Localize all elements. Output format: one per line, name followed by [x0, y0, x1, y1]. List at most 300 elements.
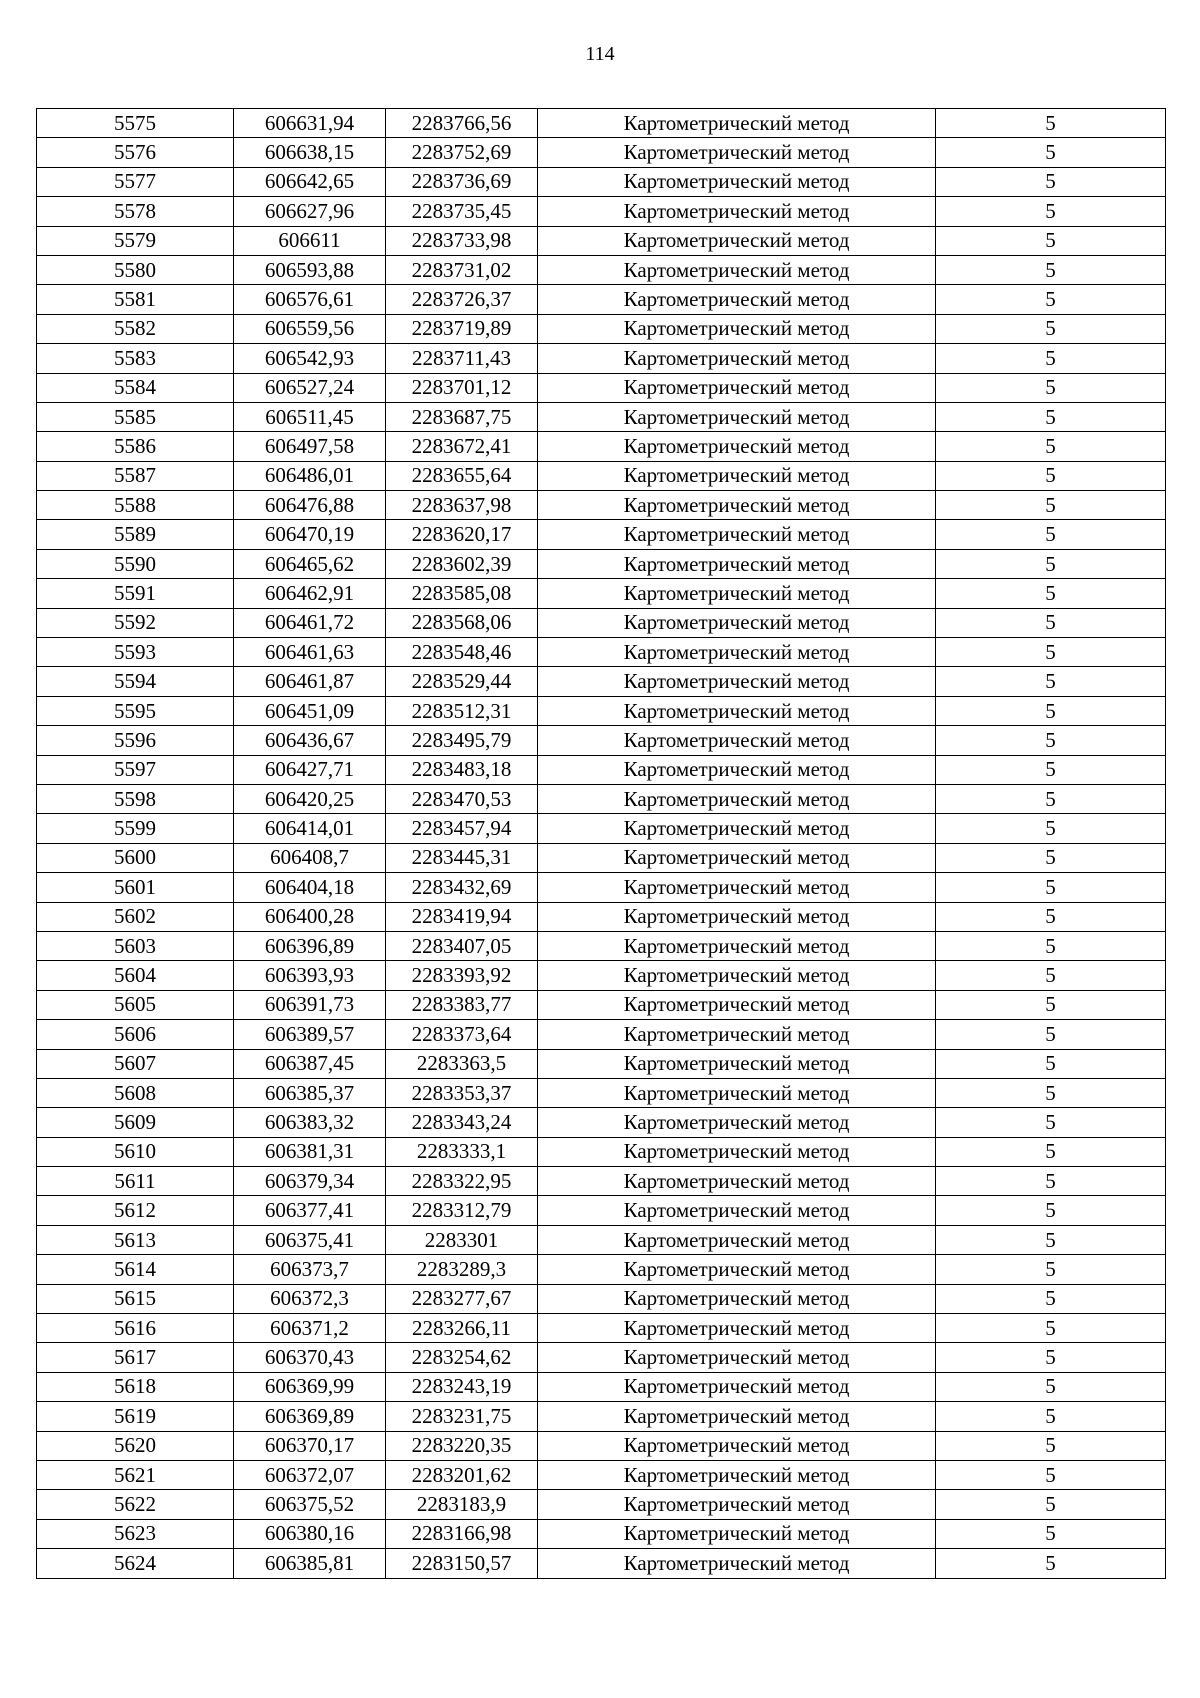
point-number-cell: 5580: [37, 255, 234, 284]
x-coordinate-cell: 606420,25: [234, 784, 386, 813]
accuracy-cell: 5: [936, 1020, 1166, 1049]
table-row: [37, 784, 1166, 813]
accuracy-cell: 5: [936, 1225, 1166, 1254]
x-coordinate-cell: 606497,58: [234, 432, 386, 461]
point-number-cell: 5577: [37, 167, 234, 196]
table-row: [37, 226, 1166, 255]
accuracy-cell: 5: [936, 1255, 1166, 1284]
point-number-cell: 5584: [37, 373, 234, 402]
accuracy-cell: 5: [936, 1431, 1166, 1460]
table-row: [37, 197, 1166, 226]
method-cell: Картометрический метод: [538, 1431, 936, 1460]
accuracy-cell: 5: [936, 784, 1166, 813]
y-coordinate-cell: 2283483,18: [386, 755, 538, 784]
x-coordinate-cell: 606391,73: [234, 990, 386, 1019]
table-row: [37, 1284, 1166, 1313]
point-number-cell: 5609: [37, 1108, 234, 1137]
y-coordinate-cell: 2283585,08: [386, 579, 538, 608]
table-row: [37, 873, 1166, 902]
point-number-cell: 5593: [37, 638, 234, 667]
accuracy-cell: 5: [936, 1049, 1166, 1078]
accuracy-cell: 5: [936, 461, 1166, 490]
method-cell: Картометрический метод: [538, 314, 936, 343]
x-coordinate-cell: 606638,15: [234, 138, 386, 167]
y-coordinate-cell: 2283254,62: [386, 1343, 538, 1372]
accuracy-cell: 5: [936, 314, 1166, 343]
accuracy-cell: 5: [936, 255, 1166, 284]
method-cell: Картометрический метод: [538, 961, 936, 990]
table-row: [37, 1402, 1166, 1431]
x-coordinate-cell: 606414,01: [234, 814, 386, 843]
accuracy-cell: 5: [936, 285, 1166, 314]
x-coordinate-cell: 606377,41: [234, 1196, 386, 1225]
y-coordinate-cell: 2283733,98: [386, 226, 538, 255]
method-cell: Картометрический метод: [538, 696, 936, 725]
table-row: [37, 549, 1166, 578]
accuracy-cell: 5: [936, 579, 1166, 608]
table-row: [37, 344, 1166, 373]
point-number-cell: 5602: [37, 902, 234, 931]
x-coordinate-cell: 606465,62: [234, 549, 386, 578]
accuracy-cell: 5: [936, 109, 1166, 138]
x-coordinate-cell: 606385,81: [234, 1549, 386, 1578]
point-number-cell: 5618: [37, 1372, 234, 1401]
point-number-cell: 5596: [37, 726, 234, 755]
y-coordinate-cell: 2283353,37: [386, 1078, 538, 1107]
x-coordinate-cell: 606627,96: [234, 197, 386, 226]
point-number-cell: 5624: [37, 1549, 234, 1578]
x-coordinate-cell: 606527,24: [234, 373, 386, 402]
accuracy-cell: 5: [936, 608, 1166, 637]
x-coordinate-cell: 606400,28: [234, 902, 386, 931]
method-cell: Картометрический метод: [538, 990, 936, 1019]
x-coordinate-cell: 606576,61: [234, 285, 386, 314]
accuracy-cell: 5: [936, 138, 1166, 167]
x-coordinate-cell: 606393,93: [234, 961, 386, 990]
y-coordinate-cell: 2283736,69: [386, 167, 538, 196]
table-row: [37, 285, 1166, 314]
y-coordinate-cell: 2283243,19: [386, 1372, 538, 1401]
accuracy-cell: 5: [936, 1167, 1166, 1196]
y-coordinate-cell: 2283620,17: [386, 520, 538, 549]
x-coordinate-cell: 606369,99: [234, 1372, 386, 1401]
accuracy-cell: 5: [936, 1490, 1166, 1519]
accuracy-cell: 5: [936, 902, 1166, 931]
table-row: [37, 1549, 1166, 1578]
accuracy-cell: 5: [936, 814, 1166, 843]
point-number-cell: 5613: [37, 1225, 234, 1254]
point-number-cell: 5588: [37, 491, 234, 520]
point-number-cell: 5578: [37, 197, 234, 226]
method-cell: Картометрический метод: [538, 784, 936, 813]
point-number-cell: 5594: [37, 667, 234, 696]
x-coordinate-cell: 606380,16: [234, 1519, 386, 1548]
table-row: [37, 696, 1166, 725]
x-coordinate-cell: 606372,3: [234, 1284, 386, 1313]
table-row: [37, 520, 1166, 549]
table-row: [37, 608, 1166, 637]
method-cell: Картометрический метод: [538, 1314, 936, 1343]
y-coordinate-cell: 2283766,56: [386, 109, 538, 138]
point-number-cell: 5589: [37, 520, 234, 549]
table-row: [37, 814, 1166, 843]
method-cell: Картометрический метод: [538, 1402, 936, 1431]
y-coordinate-cell: 2283672,41: [386, 432, 538, 461]
y-coordinate-cell: 2283445,31: [386, 843, 538, 872]
accuracy-cell: 5: [936, 1519, 1166, 1548]
y-coordinate-cell: 2283183,9: [386, 1490, 538, 1519]
x-coordinate-cell: 606385,37: [234, 1078, 386, 1107]
x-coordinate-cell: 606470,19: [234, 520, 386, 549]
accuracy-cell: 5: [936, 1343, 1166, 1372]
accuracy-cell: 5: [936, 961, 1166, 990]
point-number-cell: 5601: [37, 873, 234, 902]
accuracy-cell: 5: [936, 344, 1166, 373]
y-coordinate-cell: 2283568,06: [386, 608, 538, 637]
accuracy-cell: 5: [936, 1137, 1166, 1166]
method-cell: Картометрический метод: [538, 726, 936, 755]
y-coordinate-cell: 2283407,05: [386, 931, 538, 960]
x-coordinate-cell: 606461,87: [234, 667, 386, 696]
table-row: [37, 1078, 1166, 1107]
method-cell: Картометрический метод: [538, 873, 936, 902]
x-coordinate-cell: 606389,57: [234, 1020, 386, 1049]
point-number-cell: 5614: [37, 1255, 234, 1284]
method-cell: Картометрический метод: [538, 638, 936, 667]
method-cell: Картометрический метод: [538, 1137, 936, 1166]
y-coordinate-cell: 2283602,39: [386, 549, 538, 578]
x-coordinate-cell: 606369,89: [234, 1402, 386, 1431]
point-number-cell: 5623: [37, 1519, 234, 1548]
method-cell: Картометрический метод: [538, 1372, 936, 1401]
point-number-cell: 5598: [37, 784, 234, 813]
x-coordinate-cell: 606631,94: [234, 109, 386, 138]
y-coordinate-cell: 2283383,77: [386, 990, 538, 1019]
table-row: [37, 726, 1166, 755]
method-cell: Картометрический метод: [538, 285, 936, 314]
accuracy-cell: 5: [936, 726, 1166, 755]
accuracy-cell: 5: [936, 520, 1166, 549]
method-cell: Картометрический метод: [538, 255, 936, 284]
y-coordinate-cell: 2283731,02: [386, 255, 538, 284]
point-number-cell: 5575: [37, 109, 234, 138]
method-cell: Картометрический метод: [538, 1078, 936, 1107]
accuracy-cell: 5: [936, 432, 1166, 461]
point-number-cell: 5587: [37, 461, 234, 490]
y-coordinate-cell: 2283231,75: [386, 1402, 538, 1431]
y-coordinate-cell: 2283637,98: [386, 491, 538, 520]
y-coordinate-cell: 2283495,79: [386, 726, 538, 755]
x-coordinate-cell: 606387,45: [234, 1049, 386, 1078]
accuracy-cell: 5: [936, 167, 1166, 196]
table-row: [37, 667, 1166, 696]
x-coordinate-cell: 606486,01: [234, 461, 386, 490]
point-number-cell: 5606: [37, 1020, 234, 1049]
method-cell: Картометрический метод: [538, 1225, 936, 1254]
y-coordinate-cell: 2283150,57: [386, 1549, 538, 1578]
table-row: [37, 961, 1166, 990]
method-cell: Картометрический метод: [538, 1020, 936, 1049]
y-coordinate-cell: 2283711,43: [386, 344, 538, 373]
x-coordinate-cell: 606375,52: [234, 1490, 386, 1519]
method-cell: Картометрический метод: [538, 1196, 936, 1225]
point-number-cell: 5608: [37, 1078, 234, 1107]
table-row: [37, 579, 1166, 608]
method-cell: Картометрический метод: [538, 1460, 936, 1489]
x-coordinate-cell: 606370,17: [234, 1431, 386, 1460]
point-number-cell: 5590: [37, 549, 234, 578]
x-coordinate-cell: 606542,93: [234, 344, 386, 373]
y-coordinate-cell: 2283289,3: [386, 1255, 538, 1284]
accuracy-cell: 5: [936, 549, 1166, 578]
y-coordinate-cell: 2283457,94: [386, 814, 538, 843]
accuracy-cell: 5: [936, 491, 1166, 520]
point-number-cell: 5595: [37, 696, 234, 725]
y-coordinate-cell: 2283419,94: [386, 902, 538, 931]
method-cell: Картометрический метод: [538, 491, 936, 520]
point-number-cell: 5579: [37, 226, 234, 255]
x-coordinate-cell: 606381,31: [234, 1137, 386, 1166]
y-coordinate-cell: 2283548,46: [386, 638, 538, 667]
y-coordinate-cell: 2283432,69: [386, 873, 538, 902]
table-row: [37, 990, 1166, 1019]
accuracy-cell: 5: [936, 873, 1166, 902]
method-cell: Картометрический метод: [538, 138, 936, 167]
table-row: [37, 1225, 1166, 1254]
y-coordinate-cell: 2283512,31: [386, 696, 538, 725]
method-cell: Картометрический метод: [538, 1167, 936, 1196]
method-cell: Картометрический метод: [538, 432, 936, 461]
accuracy-cell: 5: [936, 1196, 1166, 1225]
x-coordinate-cell: 606427,71: [234, 755, 386, 784]
accuracy-cell: 5: [936, 226, 1166, 255]
method-cell: Картометрический метод: [538, 167, 936, 196]
y-coordinate-cell: 2283752,69: [386, 138, 538, 167]
y-coordinate-cell: 2283655,64: [386, 461, 538, 490]
table-row: [37, 1490, 1166, 1519]
accuracy-cell: 5: [936, 638, 1166, 667]
y-coordinate-cell: 2283529,44: [386, 667, 538, 696]
table-row: [37, 755, 1166, 784]
point-number-cell: 5600: [37, 843, 234, 872]
table-row: [37, 138, 1166, 167]
y-coordinate-cell: 2283701,12: [386, 373, 538, 402]
accuracy-cell: 5: [936, 402, 1166, 431]
x-coordinate-cell: 606396,89: [234, 931, 386, 960]
point-number-cell: 5622: [37, 1490, 234, 1519]
table-row: [37, 1020, 1166, 1049]
method-cell: Картометрический метод: [538, 109, 936, 138]
table-row: [37, 109, 1166, 138]
point-number-cell: 5604: [37, 961, 234, 990]
accuracy-cell: 5: [936, 1108, 1166, 1137]
method-cell: Картометрический метод: [538, 902, 936, 931]
x-coordinate-cell: 606371,2: [234, 1314, 386, 1343]
accuracy-cell: 5: [936, 1402, 1166, 1431]
method-cell: Картометрический метод: [538, 814, 936, 843]
method-cell: Картометрический метод: [538, 520, 936, 549]
point-number-cell: 5612: [37, 1196, 234, 1225]
y-coordinate-cell: 2283201,62: [386, 1460, 538, 1489]
x-coordinate-cell: 606404,18: [234, 873, 386, 902]
accuracy-cell: 5: [936, 696, 1166, 725]
y-coordinate-cell: 2283301: [386, 1225, 538, 1254]
point-number-cell: 5583: [37, 344, 234, 373]
accuracy-cell: 5: [936, 1460, 1166, 1489]
point-number-cell: 5621: [37, 1460, 234, 1489]
method-cell: Картометрический метод: [538, 1049, 936, 1078]
y-coordinate-cell: 2283373,64: [386, 1020, 538, 1049]
method-cell: Картометрический метод: [538, 461, 936, 490]
table-row: [37, 931, 1166, 960]
point-number-cell: 5611: [37, 1167, 234, 1196]
accuracy-cell: 5: [936, 373, 1166, 402]
point-number-cell: 5603: [37, 931, 234, 960]
point-number-cell: 5616: [37, 1314, 234, 1343]
x-coordinate-cell: 606375,41: [234, 1225, 386, 1254]
y-coordinate-cell: 2283726,37: [386, 285, 538, 314]
x-coordinate-cell: 606451,09: [234, 696, 386, 725]
y-coordinate-cell: 2283393,92: [386, 961, 538, 990]
point-number-cell: 5615: [37, 1284, 234, 1313]
accuracy-cell: 5: [936, 931, 1166, 960]
method-cell: Картометрический метод: [538, 197, 936, 226]
table-row: [37, 1167, 1166, 1196]
method-cell: Картометрический метод: [538, 1490, 936, 1519]
point-number-cell: 5605: [37, 990, 234, 1019]
method-cell: Картометрический метод: [538, 402, 936, 431]
x-coordinate-cell: 606408,7: [234, 843, 386, 872]
accuracy-cell: 5: [936, 1078, 1166, 1107]
page-number: 114: [585, 43, 615, 65]
method-cell: Картометрический метод: [538, 755, 936, 784]
table-row: [37, 638, 1166, 667]
table-row: [37, 314, 1166, 343]
method-cell: Картометрический метод: [538, 1519, 936, 1548]
x-coordinate-cell: 606593,88: [234, 255, 386, 284]
y-coordinate-cell: 2283266,11: [386, 1314, 538, 1343]
point-number-cell: 5599: [37, 814, 234, 843]
point-number-cell: 5617: [37, 1343, 234, 1372]
accuracy-cell: 5: [936, 990, 1166, 1019]
accuracy-cell: 5: [936, 1549, 1166, 1578]
point-number-cell: 5581: [37, 285, 234, 314]
point-number-cell: 5576: [37, 138, 234, 167]
table-row: [37, 255, 1166, 284]
y-coordinate-cell: 2283312,79: [386, 1196, 538, 1225]
y-coordinate-cell: 2283166,98: [386, 1519, 538, 1548]
point-number-cell: 5592: [37, 608, 234, 637]
x-coordinate-cell: 606372,07: [234, 1460, 386, 1489]
point-number-cell: 5591: [37, 579, 234, 608]
method-cell: Картометрический метод: [538, 1549, 936, 1578]
y-coordinate-cell: 2283735,45: [386, 197, 538, 226]
y-coordinate-cell: 2283470,53: [386, 784, 538, 813]
point-number-cell: 5597: [37, 755, 234, 784]
x-coordinate-cell: 606511,45: [234, 402, 386, 431]
table-row: [37, 1196, 1166, 1225]
point-number-cell: 5619: [37, 1402, 234, 1431]
accuracy-cell: 5: [936, 1284, 1166, 1313]
x-coordinate-cell: 606642,65: [234, 167, 386, 196]
y-coordinate-cell: 2283322,95: [386, 1167, 538, 1196]
y-coordinate-cell: 2283343,24: [386, 1108, 538, 1137]
method-cell: Картометрический метод: [538, 579, 936, 608]
x-coordinate-cell: 606559,56: [234, 314, 386, 343]
table-row: [37, 902, 1166, 931]
y-coordinate-cell: 2283687,75: [386, 402, 538, 431]
point-number-cell: 5586: [37, 432, 234, 461]
method-cell: Картометрический метод: [538, 344, 936, 373]
table-row: [37, 1372, 1166, 1401]
coordinates-table-body: [37, 109, 1166, 1579]
method-cell: Картометрический метод: [538, 1108, 936, 1137]
table-row: [37, 1343, 1166, 1372]
coordinates-table: [36, 108, 1166, 1579]
point-number-cell: 5607: [37, 1049, 234, 1078]
y-coordinate-cell: 2283363,5: [386, 1049, 538, 1078]
x-coordinate-cell: 606462,91: [234, 579, 386, 608]
table-row: [37, 1108, 1166, 1137]
method-cell: Картометрический метод: [538, 931, 936, 960]
x-coordinate-cell: 606476,88: [234, 491, 386, 520]
y-coordinate-cell: 2283220,35: [386, 1431, 538, 1460]
accuracy-cell: 5: [936, 1372, 1166, 1401]
table-row: [37, 1255, 1166, 1284]
x-coordinate-cell: 606461,72: [234, 608, 386, 637]
x-coordinate-cell: 606373,7: [234, 1255, 386, 1284]
point-number-cell: 5620: [37, 1431, 234, 1460]
method-cell: Картометрический метод: [538, 226, 936, 255]
method-cell: Картометрический метод: [538, 549, 936, 578]
method-cell: Картометрический метод: [538, 667, 936, 696]
table-row: [37, 1049, 1166, 1078]
method-cell: Картометрический метод: [538, 1343, 936, 1372]
table-row: [37, 843, 1166, 872]
table-row: [37, 461, 1166, 490]
accuracy-cell: 5: [936, 1314, 1166, 1343]
point-number-cell: 5585: [37, 402, 234, 431]
x-coordinate-cell: 606383,32: [234, 1108, 386, 1137]
method-cell: Картометрический метод: [538, 843, 936, 872]
method-cell: Картометрический метод: [538, 608, 936, 637]
table-row: [37, 373, 1166, 402]
method-cell: Картометрический метод: [538, 1284, 936, 1313]
table-row: [37, 1460, 1166, 1489]
table-row: [37, 1519, 1166, 1548]
x-coordinate-cell: 606370,43: [234, 1343, 386, 1372]
method-cell: Картометрический метод: [538, 373, 936, 402]
x-coordinate-cell: 606379,34: [234, 1167, 386, 1196]
table-row: [37, 491, 1166, 520]
accuracy-cell: 5: [936, 197, 1166, 226]
accuracy-cell: 5: [936, 843, 1166, 872]
x-coordinate-cell: 606436,67: [234, 726, 386, 755]
table-row: [37, 1137, 1166, 1166]
accuracy-cell: 5: [936, 667, 1166, 696]
table-row: [37, 167, 1166, 196]
point-number-cell: 5582: [37, 314, 234, 343]
x-coordinate-cell: 606611: [234, 226, 386, 255]
table-row: [37, 1314, 1166, 1343]
table-row: [37, 1431, 1166, 1460]
method-cell: Картометрический метод: [538, 1255, 936, 1284]
y-coordinate-cell: 2283277,67: [386, 1284, 538, 1313]
x-coordinate-cell: 606461,63: [234, 638, 386, 667]
y-coordinate-cell: 2283333,1: [386, 1137, 538, 1166]
accuracy-cell: 5: [936, 755, 1166, 784]
y-coordinate-cell: 2283719,89: [386, 314, 538, 343]
